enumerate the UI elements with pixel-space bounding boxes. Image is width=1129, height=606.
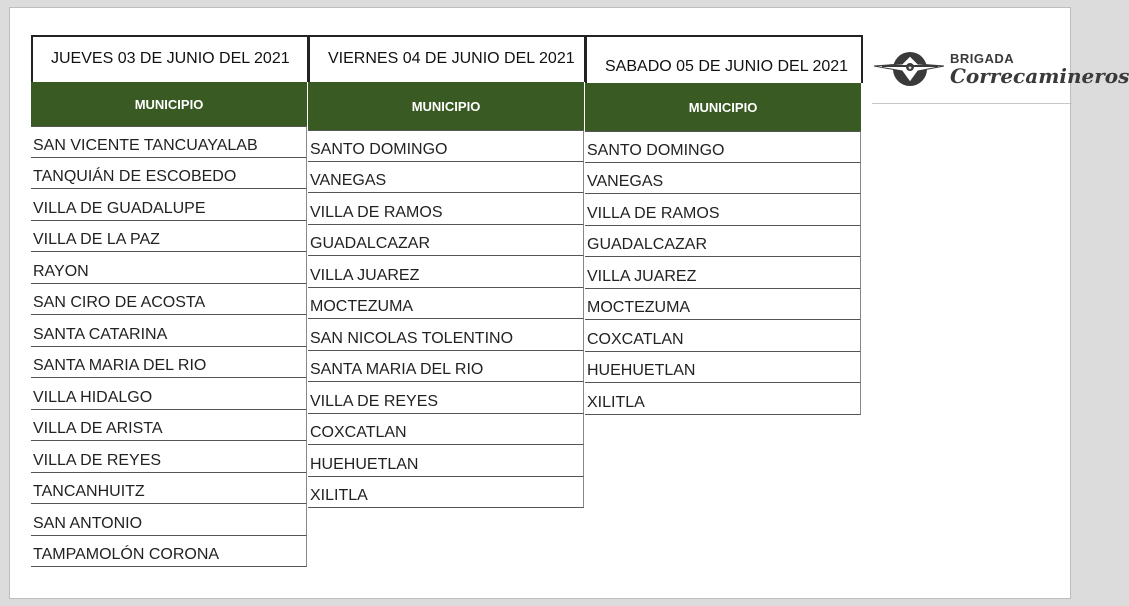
municipio-name: VILLA HIDALGO <box>33 388 153 406</box>
municipio-name: GUADALCAZAR <box>587 236 708 253</box>
plane-emblem-icon <box>872 42 946 98</box>
list-item <box>308 351 584 383</box>
list-item <box>585 194 861 226</box>
header-divider <box>872 103 1072 104</box>
list-item <box>308 256 584 288</box>
list-item <box>31 315 307 347</box>
municipio-name: SANTO DOMINGO <box>310 140 448 158</box>
municipio-name: GUADALCAZAR <box>310 235 431 252</box>
municipio-list <box>308 130 584 508</box>
list-item <box>31 410 307 442</box>
municipio-list <box>31 126 307 567</box>
list-item <box>585 383 861 415</box>
municipio-header <box>308 82 584 130</box>
list-item <box>308 162 584 194</box>
municipio-name: VILLA DE RAMOS <box>310 203 443 221</box>
list-item <box>308 130 584 162</box>
list-item <box>585 226 861 258</box>
list-item <box>585 289 861 321</box>
list-item <box>308 319 584 351</box>
list-item <box>31 284 307 316</box>
municipio-name: SAN VICENTE TANCUAYALAB <box>33 136 258 154</box>
municipio-name: MOCTEZUMA <box>310 298 414 315</box>
list-item <box>31 378 307 410</box>
list-item <box>31 536 307 568</box>
brand-name-bottom: Correcamineros <box>950 64 1129 88</box>
municipio-name: MOCTEZUMA <box>587 299 691 316</box>
municipio-name: HUEHUETLAN <box>587 362 696 379</box>
list-item <box>31 221 307 253</box>
municipio-list <box>585 131 861 415</box>
date-label: JUEVES 03 DE JUNIO DEL 2021 <box>51 50 290 67</box>
svg-text:✦: ✦ <box>907 65 913 72</box>
date-header <box>308 35 586 82</box>
list-item <box>31 441 307 473</box>
municipio-name: SAN ANTONIO <box>33 514 143 532</box>
municipio-name: SANTA CATARINA <box>33 325 168 343</box>
list-item <box>31 189 307 221</box>
municipio-name: XILITLA <box>310 487 368 504</box>
list-item <box>585 320 861 352</box>
municipio-name: SANTO DOMINGO <box>587 141 725 159</box>
municipio-name: COXCATLAN <box>310 424 407 441</box>
list-item <box>31 126 307 158</box>
list-item <box>585 131 861 163</box>
municipio-name: SAN CIRO DE ACOSTA <box>33 294 206 311</box>
date-label: SABADO 05 DE JUNIO DEL 2021 <box>605 58 849 75</box>
municipio-label: MUNICIPIO <box>134 96 204 112</box>
municipio-name: TAMPAMOLÓN CORONA <box>33 546 220 563</box>
list-item <box>308 382 584 414</box>
list-item <box>31 504 307 536</box>
date-header <box>31 35 309 82</box>
municipio-name: VILLA DE REYES <box>310 392 439 410</box>
list-item <box>31 158 307 190</box>
municipio-name: SAN NICOLAS TOLENTINO <box>310 329 514 347</box>
municipio-name: VILLA JUAREZ <box>310 266 420 284</box>
list-item <box>308 445 584 477</box>
list-item <box>31 347 307 379</box>
municipio-label: MUNICIPIO <box>411 98 481 114</box>
date-label: VIERNES 04 DE JUNIO DEL 2021 <box>328 50 575 67</box>
municipio-name: VILLA DE GUADALUPE <box>33 199 206 217</box>
list-item <box>308 225 584 257</box>
municipio-name: TANCANHUITZ <box>33 483 145 500</box>
date-header <box>585 35 863 83</box>
brand-name-top: BRIGADA <box>950 51 1015 66</box>
list-item <box>31 252 307 284</box>
municipio-name: HUEHUETLAN <box>310 455 419 473</box>
municipio-name: TANQUIÁN DE ESCOBEDO <box>33 168 237 185</box>
municipio-name: VANEGAS <box>587 173 664 190</box>
municipio-name: VILLA DE LA PAZ <box>33 231 160 248</box>
municipio-name: SANTA MARIA DEL RIO <box>33 357 207 374</box>
list-item <box>308 288 584 320</box>
municipio-name: RAYON <box>33 262 89 280</box>
municipio-name: VANEGAS <box>310 172 387 189</box>
municipio-name: XILITLA <box>587 393 645 411</box>
list-item <box>31 473 307 505</box>
municipio-name: VILLA DE RAMOS <box>587 204 720 222</box>
list-item <box>308 477 584 509</box>
municipio-name: VILLA DE REYES <box>33 451 162 469</box>
municipio-name: VILLA JUAREZ <box>587 267 697 285</box>
municipio-name: VILLA DE ARISTA <box>33 420 163 437</box>
list-item <box>585 257 861 289</box>
list-item <box>308 193 584 225</box>
municipio-header <box>585 83 861 131</box>
municipio-name: SANTA MARIA DEL RIO <box>310 361 484 378</box>
municipio-header <box>31 82 307 126</box>
list-item <box>585 352 861 384</box>
list-item <box>585 163 861 195</box>
municipio-label: MUNICIPIO <box>688 99 758 115</box>
list-item <box>308 414 584 446</box>
schedule-page <box>9 7 1129 599</box>
municipio-name: COXCATLAN <box>587 330 684 348</box>
brand-logo <box>872 42 1129 98</box>
